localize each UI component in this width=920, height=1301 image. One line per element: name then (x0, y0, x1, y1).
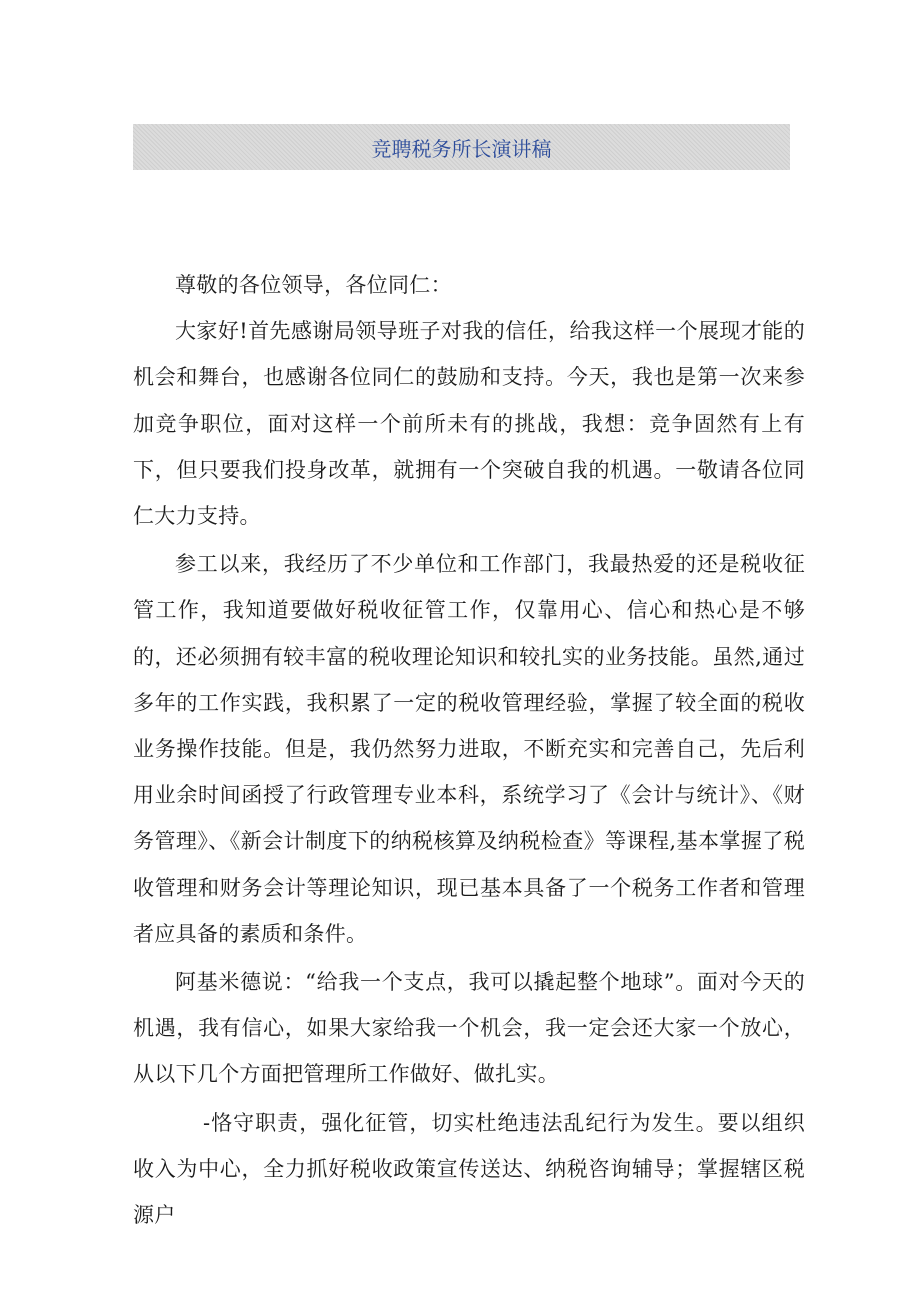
salutation-paragraph: 尊敬的各位领导，各位同仁： (175, 273, 452, 297)
document-title: 竞聘税务所长演讲稿 (371, 136, 552, 161)
archimedes-paragraph: 阿基米德说：“给我一个支点，我可以撬起整个地球”。面对今天的机遇，我有信心，如果大家给我一个机会，我一定会还大家一个放心，从以下几个方面把管理所工作做好、做扎实。 (133, 970, 805, 1087)
plan-item-paragraph: -恪守职责，强化征管，切实杜绝违法乱纪行为发生。要以组织收入为中心，全力抓好税收政策宣传送达、纳税咨询辅导；掌握辖区税源户 (133, 1110, 805, 1228)
title-banner (133, 124, 790, 170)
experience-paragraph: 参工以来，我经历了不少单位和工作部门，我最热爱的还是税收征管工作，我知道要做好税收征管工作，仅靠用心、信心和热心是不够的，还必须拥有较丰富的税收理论知识和较扎实的业务技能。虽然,通过多年的工作实践，我积累了一定的税收管理经验，掌握了较全面的税收业务操作技能。但是，我仍然努力进取，不断充实和完善自己，先后利用业余时间函授了行政管理专业本科，系统学习了《会计与统计》、《财务管理》、《新会计制度下的纳税核算及纳税检查》等课程,基本掌握了税收管理和财务会计等理论知识，现已基本具备了一个税务工作者和管理者应具备的素质和条件。 (133, 552, 805, 946)
document-body (133, 262, 805, 1238)
opening-paragraph: 大家好!首先感谢局领导班子对我的信任，给我这样一个展现才能的机会和舞台，也感谢各位同仁的鼓励和支持。今天，我也是第一次来参加竞争职位，面对这样一个前所未有的挑战，我想：竞争固然有上有下，但只要我们投身改革，就拥有一个突破自我的机遇。一敬请各位同仁大力支持。 (133, 319, 805, 529)
